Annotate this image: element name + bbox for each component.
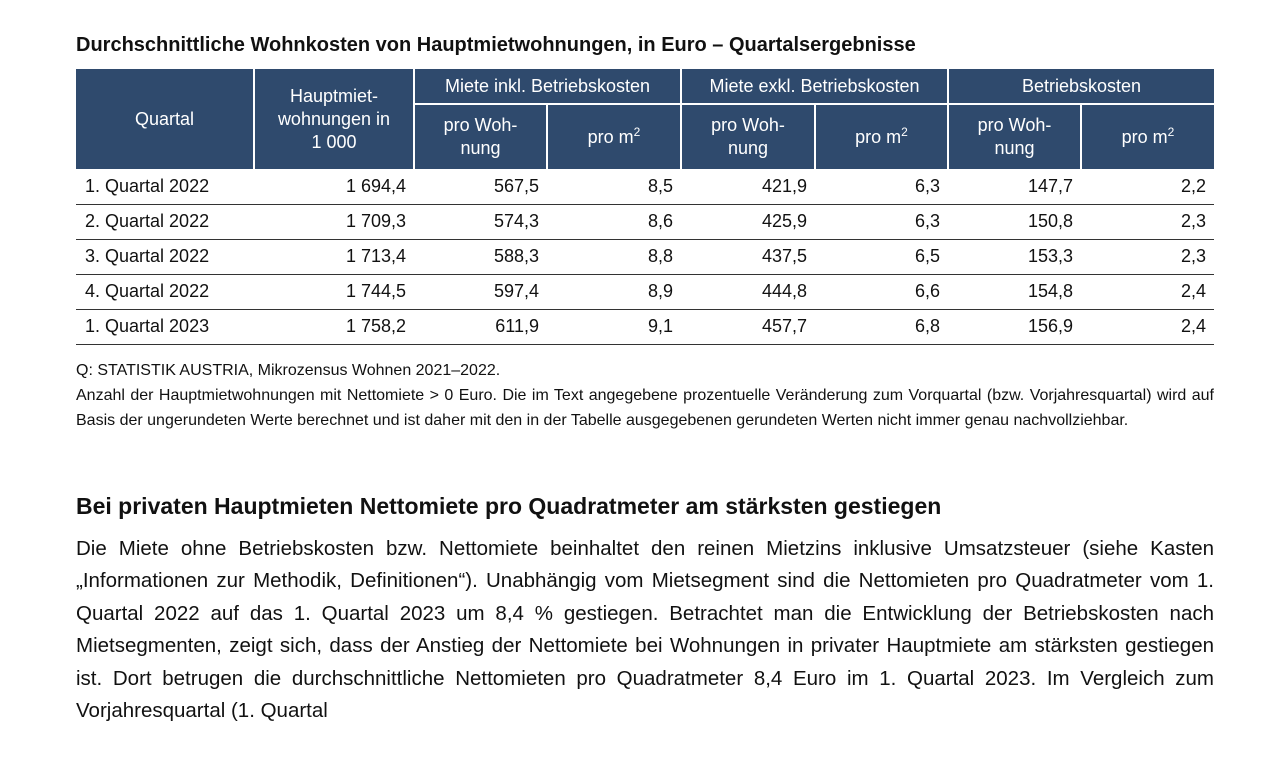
cell-exkl-pro-wohnung: 425,9 [681, 204, 815, 239]
cell-hauptmietwohnungen: 1 758,2 [254, 309, 414, 344]
header-pro-wohnung-text: pro Woh-nung [977, 115, 1052, 158]
cell-inkl-pro-m2: 9,1 [547, 309, 681, 344]
cell-bk-pro-wohnung: 156,9 [948, 309, 1081, 344]
cell-quartal: 3. Quartal 2022 [76, 239, 254, 274]
header-pro-m-exponent: 2 [633, 124, 641, 139]
header-inkl-pro-m2 [547, 104, 681, 169]
footnote: Anzahl der Hauptmietwohnungen mit Nettomiete > 0 Euro. Die im Text angegebene prozentuelle Veränderung zum Vorquartal (bzw. Vorjahresquartal) wird auf Basis der ungerundeten Werte berechnet und ist daher mit den in der Tabelle ausgegebenen gerundeten Werten nicht immer genau nachvollziehbar. [76, 387, 1214, 429]
cell-quartal: 1. Quartal 2023 [76, 309, 254, 344]
header-inkl-pro-wohnung [414, 104, 547, 169]
cell-bk-pro-m2: 2,4 [1081, 309, 1214, 344]
cell-hauptmietwohnungen: 1 709,3 [254, 204, 414, 239]
cell-inkl-pro-m2: 8,8 [547, 239, 681, 274]
cell-inkl-pro-wohnung: 611,9 [414, 309, 547, 344]
cell-inkl-pro-m2: 8,6 [547, 204, 681, 239]
cell-hauptmietwohnungen: 1 694,4 [254, 169, 414, 204]
table-body [76, 169, 1214, 344]
cell-exkl-pro-wohnung: 421,9 [681, 169, 815, 204]
cell-inkl-pro-wohnung: 597,4 [414, 274, 547, 309]
cell-inkl-pro-wohnung: 574,3 [414, 204, 547, 239]
table-row [76, 309, 1214, 344]
header-exkl-pro-m2 [815, 104, 948, 169]
cell-inkl-pro-m2: 8,9 [547, 274, 681, 309]
table-title: Durchschnittliche Wohnkosten von Hauptmietwohnungen, in Euro – Quartalsergebnisse [76, 34, 916, 56]
header-hauptmietwohnungen-text: Hauptmiet-wohnungen in 1 000 [277, 85, 391, 152]
section-heading: Bei privaten Hauptmieten Nettomiete pro Quadratmeter am stärksten gestiegen [76, 493, 942, 519]
header-quartal: Quartal [76, 69, 254, 169]
table-header [76, 69, 1214, 169]
cell-inkl-pro-wohnung: 567,5 [414, 169, 547, 204]
header-pro-m-text: pro m [1121, 126, 1168, 147]
cell-bk-pro-m2: 2,3 [1081, 239, 1214, 274]
cell-exkl-pro-wohnung: 437,5 [681, 239, 815, 274]
cell-inkl-pro-m2: 8,5 [547, 169, 681, 204]
cell-exkl-pro-wohnung: 457,7 [681, 309, 815, 344]
cell-bk-pro-wohnung: 154,8 [948, 274, 1081, 309]
cell-bk-pro-m2: 2,4 [1081, 274, 1214, 309]
table-row [76, 204, 1214, 239]
header-group-miete-inkl: Miete inkl. Betriebskosten [414, 69, 681, 104]
cell-bk-pro-wohnung: 150,8 [948, 204, 1081, 239]
cell-exkl-pro-m2: 6,5 [815, 239, 948, 274]
cell-bk-pro-m2: 2,2 [1081, 169, 1214, 204]
header-exkl-pro-wohnung [681, 104, 815, 169]
cell-exkl-pro-wohnung: 444,8 [681, 274, 815, 309]
header-pro-wohnung-text: pro Woh-nung [443, 115, 518, 158]
header-pro-m-text: pro m [855, 126, 902, 147]
cell-quartal: 2. Quartal 2022 [76, 204, 254, 239]
cell-exkl-pro-m2: 6,6 [815, 274, 948, 309]
header-pro-m-exponent: 2 [901, 124, 908, 139]
header-pro-m-text: pro m [587, 126, 634, 147]
header-bk-pro-wohnung [948, 104, 1081, 169]
table-row [76, 274, 1214, 309]
cell-hauptmietwohnungen: 1 713,4 [254, 239, 414, 274]
header-pro-m-exponent: 2 [1167, 124, 1175, 139]
cell-inkl-pro-wohnung: 588,3 [414, 239, 547, 274]
cell-quartal: 4. Quartal 2022 [76, 274, 254, 309]
source-note: Q: STATISTIK AUSTRIA, Mikrozensus Wohnen 2021–2022. [76, 362, 501, 379]
header-hauptmietwohnungen [254, 69, 414, 169]
table-row [76, 239, 1214, 274]
table-notes [76, 358, 1214, 433]
cell-exkl-pro-m2: 6,3 [815, 204, 948, 239]
cell-exkl-pro-m2: 6,3 [815, 169, 948, 204]
cell-bk-pro-wohnung: 147,7 [948, 169, 1081, 204]
cell-quartal: 1. Quartal 2022 [76, 169, 254, 204]
header-group-miete-exkl: Miete exkl. Betriebskosten [681, 69, 948, 104]
header-group-betriebskosten: Betriebskosten [948, 69, 1214, 104]
header-bk-pro-m2 [1081, 104, 1214, 169]
cell-bk-pro-wohnung: 153,3 [948, 239, 1081, 274]
table-row [76, 169, 1214, 204]
cell-exkl-pro-m2: 6,8 [815, 309, 948, 344]
cell-hauptmietwohnungen: 1 744,5 [254, 274, 414, 309]
body-paragraph: Die Miete ohne Betriebskosten bzw. Nettomiete beinhaltet den reinen Mietzins inklusive Umsatzsteuer (siehe Kasten „Informationen zur Methodik, Definitionen“). Unabhängig vom Mietsegment sind die Nettomieten pro Quadratmeter vom 1. Quartal 2022 auf das 1. Quartal 2023 um 8,4 % gestiegen. Betrachtet man die Entwicklung der Betriebskosten nach Mietsegmenten, zeigt sich, dass der Anstieg der Nettomiete bei Wohnungen in privater Hauptmiete am stärksten gestiegen ist. Dort betrugen die durchschnittliche Nettomieten pro Quadratmeter 8,4 Euro im 1. Quartal 2023. Im Vergleich zum Vorjahresquartal (1. Quartal [76, 537, 1214, 723]
cell-bk-pro-m2: 2,3 [1081, 204, 1214, 239]
housing-cost-table [76, 69, 1214, 345]
header-pro-wohnung-text: pro Woh-nung [711, 115, 785, 158]
